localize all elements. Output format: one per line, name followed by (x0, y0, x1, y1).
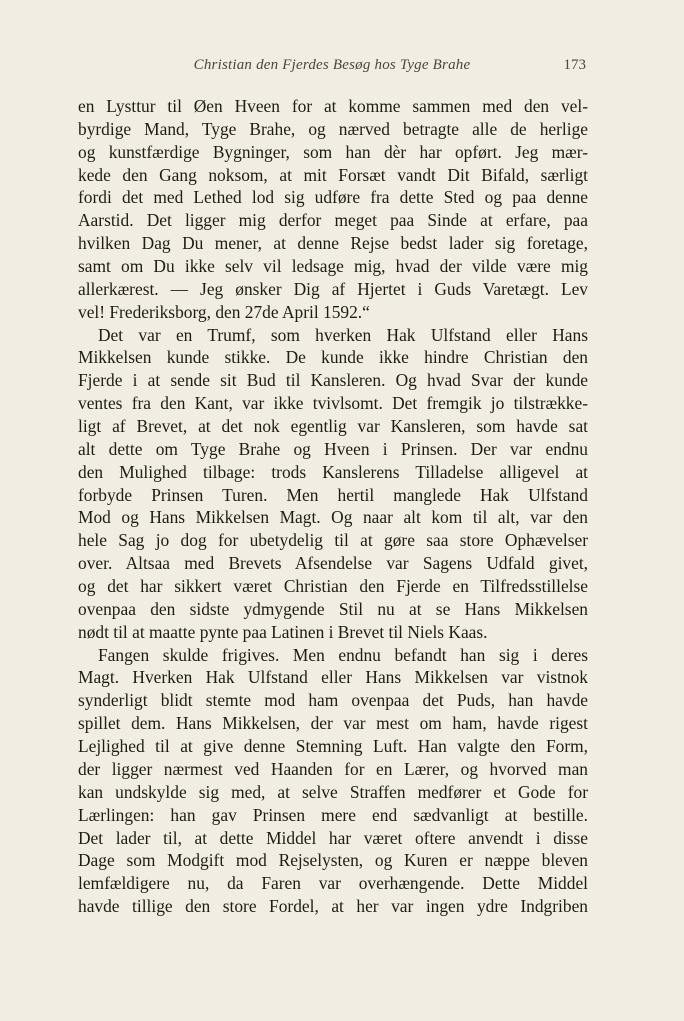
page-number: 173 (563, 57, 586, 73)
text-line: og det har sikkert været Christian den Fjerde en Tilfredsstillelse (78, 576, 588, 597)
text-line: Det var en Trumf, som hverken Hak Ulfstand eller Hans (98, 324, 588, 345)
text-line: synderligt blidt stemte mod ham ovenpaa det Puds, han havde (78, 690, 588, 711)
text-line: forbyde Prinsen Turen. Men hertil manglede Hak Ulfstand (78, 484, 588, 505)
text-line: Fangen skulde frigives. Men endnu befandt han sig i deres (98, 644, 588, 665)
text-line: Fjerde i at sende sit Bud til Kansleren. Og hvad Svar der kunde (78, 370, 588, 391)
text-line: alt dette om Tyge Brahe og Hveen i Prinsen. Der var endnu (78, 438, 588, 459)
text-line: samt om Du ikke selv vil ledsage mig, hvad der vilde være mig (78, 256, 588, 277)
text-line: Magt. Hverken Hak Ulfstand eller Hans Mikkelsen var vistnok (78, 667, 588, 688)
page-header (78, 57, 586, 79)
text-line: nødt til at maatte pynte paa Latinen i Brevet til Niels Kaas. (78, 621, 488, 642)
text-line: allerkærest. — Jeg ønsker Dig af Hjertet i Guds Varetægt. Lev (78, 278, 588, 299)
text-line: ventes fra den Kant, var ikke tvivlsomt. Det fremgik jo tilstrække- (78, 393, 588, 414)
text-line: fordi det med Lethed lod sig udføre fra dette Sted og paa denne (78, 187, 588, 208)
text-line: kede den Gang noksom, at mit Forsæt vandt Dit Bifald, særligt (78, 164, 588, 185)
text-line: havde tillige den store Fordel, at her var ingen ydre Indgriben (78, 896, 588, 917)
text-line: Mod og Hans Mikkelsen Magt. Og naar alt kom til alt, var den (78, 507, 588, 528)
paragraph (78, 644, 588, 918)
text-line: ligt af Brevet, at det nok egentlig var Kansleren, som havde sat (78, 416, 588, 437)
text-line: Aarstid. Det ligger mig derfor meget paa Sinde at erfare, paa (78, 210, 588, 231)
text-line: den Mulighed tilbage: trods Kanslerens Tilladelse alligevel at (78, 461, 588, 482)
text-line: vel! Frederiksborg, den 27de April 1592.“ (78, 301, 370, 322)
text-line: over. Altsaa med Brevets Afsendelse var Sagens Udfald givet, (78, 553, 588, 574)
paragraph (78, 95, 588, 324)
text-line: Dage som Modgift mod Rejselysten, og Kuren er næppe bleven (78, 850, 588, 871)
running-title: Christian den Fjerdes Besøg hos Tyge Brahe (193, 57, 471, 73)
text-line: og kunstfærdige Bygninger, som han dèr har opført. Jeg mær- (78, 141, 588, 162)
text-line: byrdige Mand, Tyge Brahe, og nærved betragte alle de herlige (78, 118, 588, 139)
text-line: hele Sag jo dog for ubetydelig til at gøre saa store Ophævelser (78, 530, 588, 551)
text-line: Mikkelsen kunde stikke. De kunde ikke hindre Christian den (78, 347, 588, 368)
text-line: Det lader til, at dette Middel har været oftere anvendt i disse (78, 827, 588, 848)
text-line: ovenpaa den sidste ydmygende Stil nu at se Hans Mikkelsen (78, 598, 588, 619)
text-line: en Lysttur til Øen Hveen for at komme sammen med den vel- (78, 96, 588, 116)
text-line: Lærlingen: han gav Prinsen mere end sædvanligt at bestille. (78, 804, 588, 825)
text-line: lemfældigere nu, da Faren var overhængende. Dette Middel (78, 873, 588, 894)
body-text (78, 95, 588, 918)
paragraph (78, 324, 588, 644)
text-line: Lejlighed til at give denne Stemning Luft. Han valgte den Form, (78, 736, 588, 757)
text-line: hvilken Dag Du mener, at denne Rejse bedst lader sig foretage, (78, 233, 588, 254)
text-line: kan undskylde sig med, at selve Straffen medfører et Gode for (78, 781, 588, 802)
text-line: spillet dem. Hans Mikkelsen, der var mest om ham, havde rigest (78, 713, 588, 734)
text-line: der ligger nærmest ved Haanden for en Lærer, og hvorved man (78, 758, 588, 779)
